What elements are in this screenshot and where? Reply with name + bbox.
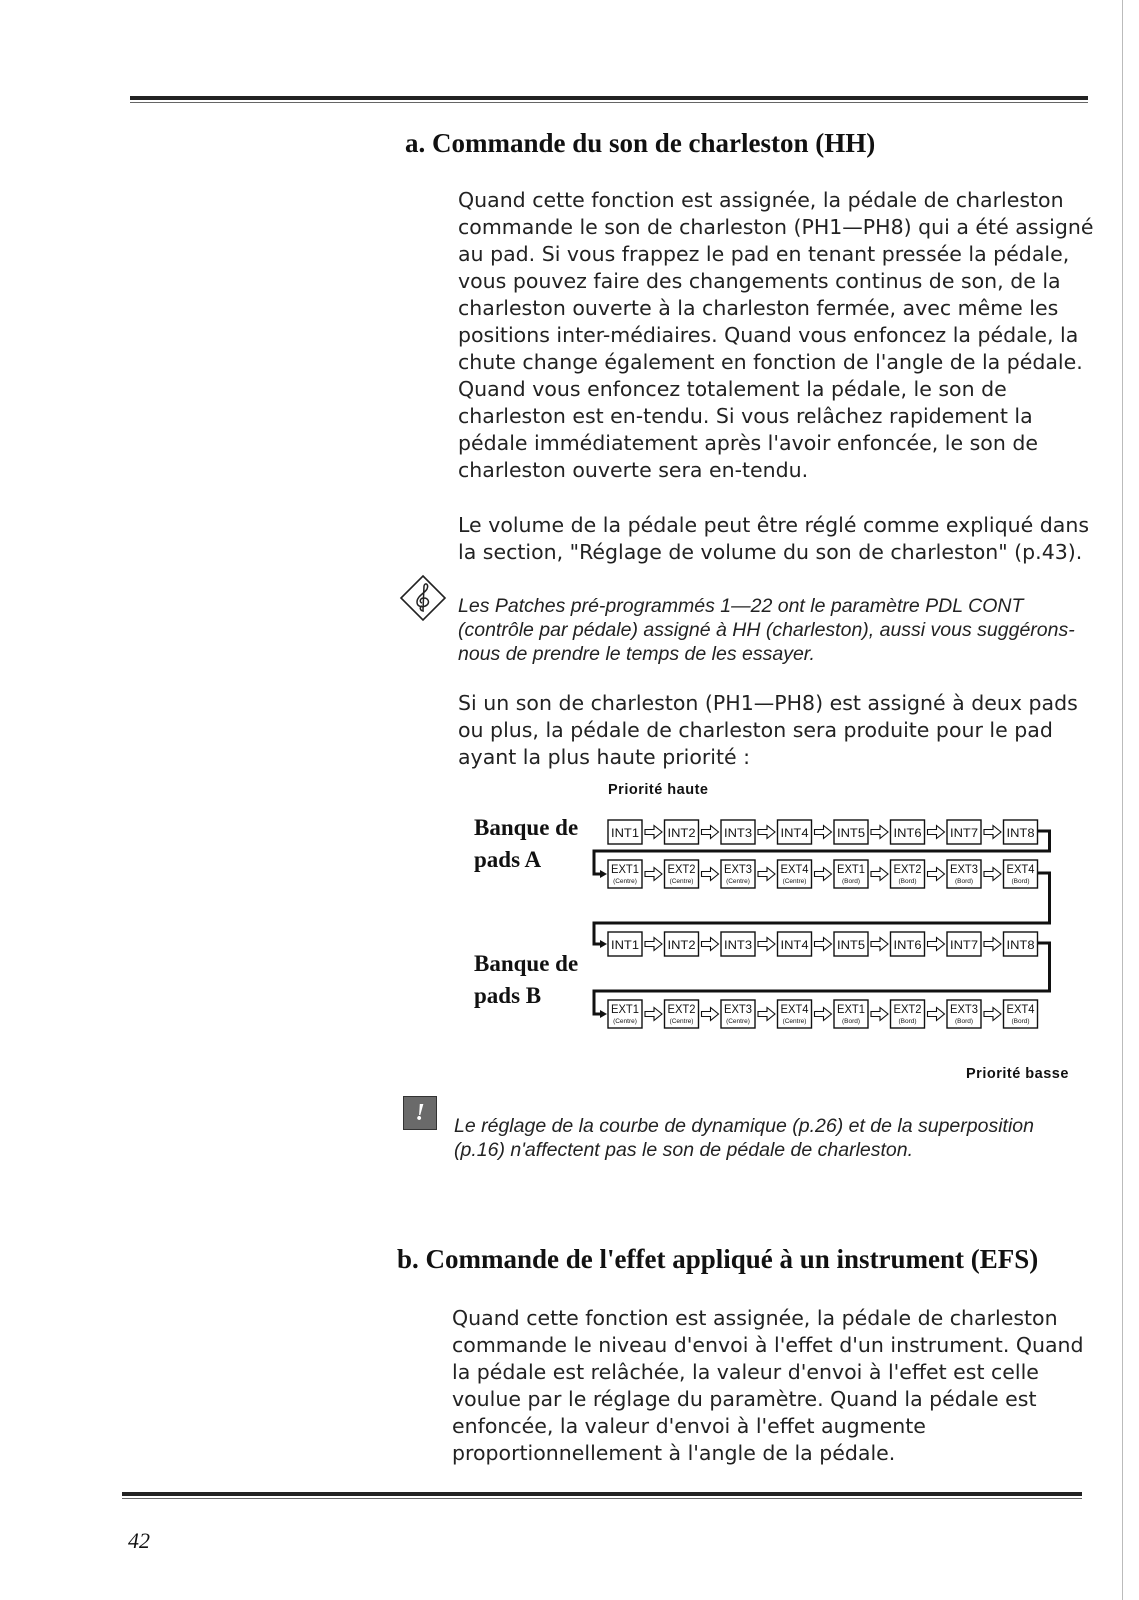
pad-box-ext-a-1 xyxy=(608,860,642,888)
arrow-icon xyxy=(815,1008,832,1021)
svg-text:INT6: INT6 xyxy=(893,828,922,840)
priority-low-label: Priorité basse xyxy=(966,1066,1069,1082)
arrow-icon xyxy=(984,868,1001,881)
bank-b-label: Banque de pads B xyxy=(474,951,579,1008)
arrow-icon xyxy=(645,868,662,881)
svg-text:EXT2: EXT2 xyxy=(893,1004,922,1016)
connector-arrowhead-icon xyxy=(600,1010,607,1018)
arrow-icon xyxy=(645,938,662,951)
section-a-paragraph-1: Quand cette fonction est assignée, la pédale de charleston commande le son de charleston (PH1—PH8) qui a été assigné au pad. Si vous frappez le pad en tenant pressée la pédale, vous pouvez faire des changements continus de son, de la charleston ouverte à la charleston fermée, avec même les positions inter-médiaires. Quand vous enfoncez la pédale, la chute change également en fonction de l'angle de la pédale. Quand vous enfoncez totalement la pédale, le son de charleston est en-tendu. Si vous relâchez rapidement la pédale immédiatement après l'avoir enfoncée, le son de charleston ouverte sera en-tendu. xyxy=(458,188,1094,482)
pad-box-int-b-5 xyxy=(834,932,868,956)
svg-text:(Centre): (Centre) xyxy=(782,1018,807,1025)
pad-box-int-b-6 xyxy=(891,932,925,956)
svg-text:INT3: INT3 xyxy=(724,828,752,840)
svg-text:EXT1: EXT1 xyxy=(837,864,865,876)
arrow-icon xyxy=(871,826,888,839)
svg-text:INT6: INT6 xyxy=(893,940,922,952)
pad-box-int-a-1 xyxy=(608,820,642,844)
pad-box-int-b-1 xyxy=(608,932,642,956)
svg-text:(Bord): (Bord) xyxy=(898,878,917,885)
treble-clef-diamond-icon xyxy=(399,574,447,622)
pad-box-int-b-8 xyxy=(1004,932,1038,956)
bank-a-label: Banque de pads A xyxy=(474,815,579,872)
svg-text:EXT4: EXT4 xyxy=(1006,1004,1036,1016)
svg-text:EXT3: EXT3 xyxy=(724,1004,752,1016)
patch-note: Les Patches pré-programmés 1—22 ont le paramètre PDL CONT (contrôle par pédale) assigné à HH (charleston), aussi vous suggérons-nous de prendre le temps de les essayer. xyxy=(458,595,1075,665)
svg-text:EXT3: EXT3 xyxy=(950,1004,978,1016)
priority-high-label: Priorité haute xyxy=(608,782,709,798)
svg-text:(Bord): (Bord) xyxy=(841,1018,861,1025)
arrow-icon xyxy=(645,826,662,839)
svg-text:EXT4: EXT4 xyxy=(1006,864,1036,876)
arrow-icon xyxy=(702,1008,719,1021)
arrow-icon xyxy=(984,826,1001,839)
svg-text:INT5: INT5 xyxy=(837,828,865,840)
pad-box-int-a-5 xyxy=(834,820,868,844)
top-rule xyxy=(130,96,1088,103)
svg-text:EXT2: EXT2 xyxy=(667,1004,696,1016)
svg-text:(Centre): (Centre) xyxy=(669,1018,694,1025)
pad-box-ext-b-4 xyxy=(778,1000,812,1028)
svg-text:INT5: INT5 xyxy=(837,940,865,952)
section-a-paragraph-2: Le volume de la pédale peut être réglé comme expliqué dans la section, "Réglage de volume du son de charleston" (p.43). xyxy=(458,513,1089,564)
svg-text:(Centre): (Centre) xyxy=(613,878,637,885)
pad-box-int-b-2 xyxy=(665,932,699,956)
arrow-icon xyxy=(702,868,719,881)
section-a-heading: a. Commande du son de charleston (HH) xyxy=(405,128,876,158)
connector-arrowhead-icon xyxy=(600,940,607,948)
svg-text:EXT3: EXT3 xyxy=(724,864,752,876)
dynamics-warning-note: Le réglage de la courbe de dynamique (p.26) et de la superposition (p.16) n'affectent pas le son de pédale de charleston. xyxy=(454,1115,1034,1161)
pad-box-int-a-7 xyxy=(947,820,981,844)
svg-text:INT3: INT3 xyxy=(724,940,752,952)
pad-box-int-b-4 xyxy=(778,932,812,956)
pad-box-ext-b-7 xyxy=(947,1000,981,1028)
pad-box-ext-b-1 xyxy=(608,1000,642,1028)
svg-text:(Bord): (Bord) xyxy=(841,878,861,885)
page-number: 42 xyxy=(128,1528,150,1553)
arrow-icon xyxy=(984,938,1001,951)
page-edge-line xyxy=(1122,0,1123,1600)
pad-box-ext-b-8 xyxy=(1004,1000,1038,1028)
svg-text:EXT2: EXT2 xyxy=(893,864,922,876)
svg-text:(Centre): (Centre) xyxy=(726,1018,750,1025)
svg-text:INT4: INT4 xyxy=(780,940,810,952)
pad-box-ext-b-3 xyxy=(721,1000,755,1028)
arrow-icon xyxy=(758,1008,775,1021)
connector-arrowhead-icon xyxy=(600,870,607,878)
svg-text:(Bord): (Bord) xyxy=(954,1018,974,1025)
pad-box-int-b-7 xyxy=(947,932,981,956)
svg-text:(Centre): (Centre) xyxy=(613,1018,637,1025)
pad-box-ext-a-3 xyxy=(721,860,755,888)
svg-text:(Centre): (Centre) xyxy=(782,878,807,885)
svg-text:(Centre): (Centre) xyxy=(726,878,750,885)
svg-text:EXT2: EXT2 xyxy=(667,864,696,876)
svg-text:EXT1: EXT1 xyxy=(611,1004,639,1016)
arrow-icon xyxy=(928,938,945,951)
svg-text:INT4: INT4 xyxy=(780,828,810,840)
pad-box-ext-a-5 xyxy=(834,860,868,888)
svg-text:INT8: INT8 xyxy=(1006,828,1035,840)
pad-box-ext-a-8 xyxy=(1004,860,1038,888)
svg-text:INT1: INT1 xyxy=(611,828,639,840)
svg-text:(Bord): (Bord) xyxy=(1011,878,1030,885)
arrow-icon xyxy=(984,1008,1001,1021)
priority-chain-diagram xyxy=(590,800,1070,1062)
pad-box-ext-b-6 xyxy=(891,1000,925,1028)
arrow-icon xyxy=(645,1008,662,1021)
arrow-icon xyxy=(928,868,945,881)
svg-text:(Bord): (Bord) xyxy=(1011,1018,1030,1025)
arrow-icon xyxy=(928,1008,945,1021)
arrow-icon xyxy=(871,938,888,951)
arrow-icon xyxy=(815,938,832,951)
pad-box-ext-b-2 xyxy=(665,1000,699,1028)
svg-text:(Bord): (Bord) xyxy=(898,1018,917,1025)
pad-box-int-a-3 xyxy=(721,820,755,844)
svg-text:(Bord): (Bord) xyxy=(954,878,974,885)
svg-text:EXT3: EXT3 xyxy=(950,864,978,876)
pad-box-ext-a-7 xyxy=(947,860,981,888)
pad-box-int-a-4 xyxy=(778,820,812,844)
svg-text:INT7: INT7 xyxy=(950,940,978,952)
svg-text:INT7: INT7 xyxy=(950,828,978,840)
section-b-heading: b. Commande de l'effet appliqué à un instrument (EFS) xyxy=(397,1244,1039,1274)
pad-box-int-b-3 xyxy=(721,932,755,956)
svg-text:INT2: INT2 xyxy=(667,940,696,952)
svg-text:EXT4: EXT4 xyxy=(780,1004,810,1016)
arrow-icon xyxy=(815,868,832,881)
exclamation-square-icon: ! xyxy=(403,1096,437,1130)
pad-box-int-a-2 xyxy=(665,820,699,844)
bottom-rule xyxy=(122,1492,1082,1499)
arrow-icon xyxy=(815,826,832,839)
pad-box-ext-a-4 xyxy=(778,860,812,888)
arrow-icon xyxy=(702,938,719,951)
arrow-icon xyxy=(702,826,719,839)
arrow-icon xyxy=(871,868,888,881)
arrow-icon xyxy=(758,826,775,839)
section-b-paragraph-1: Quand cette fonction est assignée, la pédale de charleston commande le niveau d'envoi à l'effet d'un instrument. Quand la pédale est relâchée, la valeur d'envoi à l'effet est celle voulue par le réglage du paramètre. Quand la pédale est enfoncée, la valeur d'envoi à l'effet augmente proportionnellement à l'angle de la pédale. xyxy=(452,1306,1084,1465)
svg-text:INT1: INT1 xyxy=(611,940,639,952)
pad-box-ext-a-6 xyxy=(891,860,925,888)
pad-box-int-a-8 xyxy=(1004,820,1038,844)
svg-text:EXT1: EXT1 xyxy=(611,864,639,876)
arrow-icon xyxy=(758,868,775,881)
svg-text:INT2: INT2 xyxy=(667,828,696,840)
arrow-icon xyxy=(871,1008,888,1021)
svg-text:INT8: INT8 xyxy=(1006,940,1035,952)
pad-box-int-a-6 xyxy=(891,820,925,844)
arrow-icon xyxy=(758,938,775,951)
arrow-icon xyxy=(928,826,945,839)
svg-text:(Centre): (Centre) xyxy=(669,878,694,885)
section-a-paragraph-3: Si un son de charleston (PH1—PH8) est assigné à deux pads ou plus, la pédale de charleston sera produite pour le pad ayant la plus haute priorité : xyxy=(458,691,1078,769)
pad-box-ext-a-2 xyxy=(665,860,699,888)
svg-text:EXT1: EXT1 xyxy=(837,1004,865,1016)
svg-text:EXT4: EXT4 xyxy=(780,864,810,876)
pad-box-ext-b-5 xyxy=(834,1000,868,1028)
